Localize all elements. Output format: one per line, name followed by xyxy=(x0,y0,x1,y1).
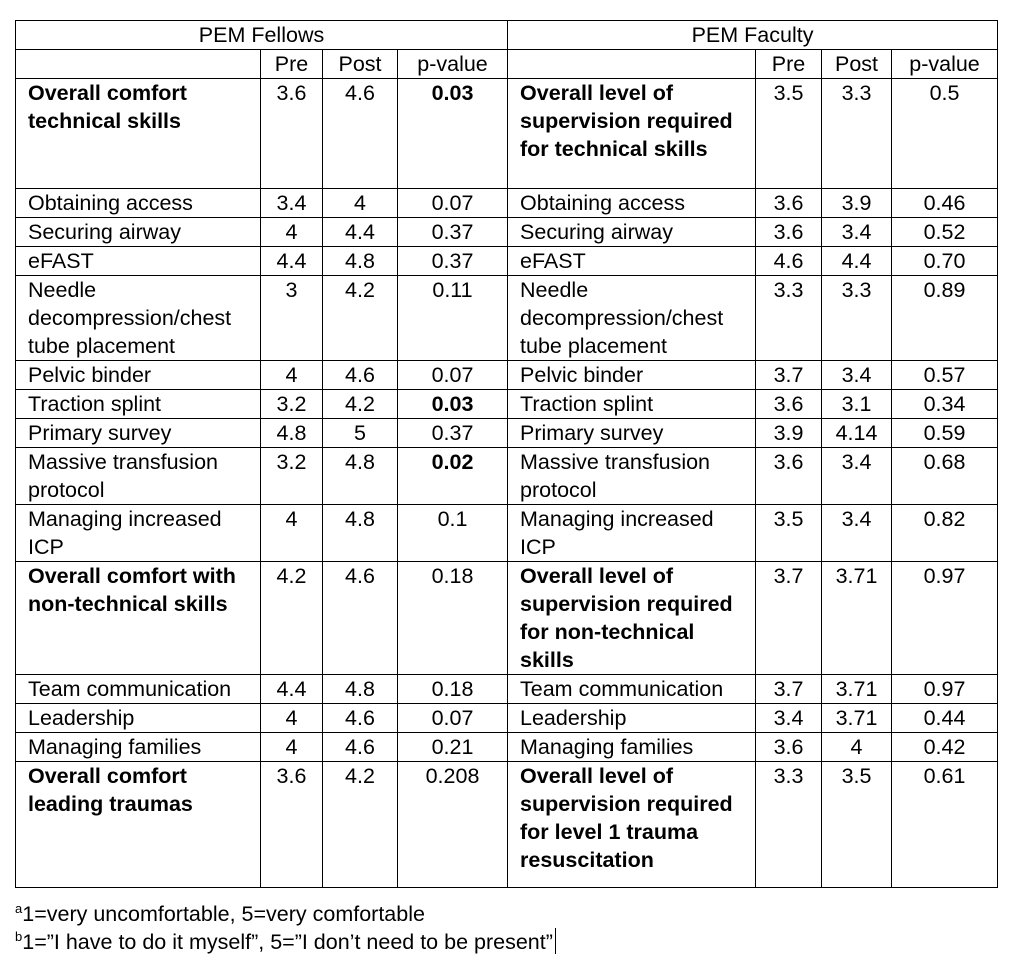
faculty-pre: 3.9 xyxy=(756,419,822,448)
faculty-pre: 3.5 xyxy=(756,79,822,189)
faculty-pre: 4.6 xyxy=(756,247,822,276)
table-row xyxy=(16,218,998,247)
faculty-post: 3.3 xyxy=(822,79,892,189)
table-row xyxy=(16,505,998,562)
fellows-pre: 4 xyxy=(261,218,323,247)
fellows-pre: 3.2 xyxy=(261,448,323,505)
table-row xyxy=(16,189,998,218)
fellows-pre: 3 xyxy=(261,276,323,361)
faculty-label: Massive transfusion protocol xyxy=(508,448,756,505)
fellows-pvalue: 0.07 xyxy=(398,361,508,390)
fellows-pre: 4.2 xyxy=(261,562,323,675)
faculty-post: 3.71 xyxy=(822,675,892,704)
results-table xyxy=(15,20,998,888)
fellows-pre: 3.4 xyxy=(261,189,323,218)
faculty-pre: 3.7 xyxy=(756,675,822,704)
faculty-pre: 3.6 xyxy=(756,733,822,762)
fellows-pre: 3.2 xyxy=(261,390,323,419)
header-fellows-pvalue: p-value xyxy=(398,50,508,79)
fellows-label: Overall comfort technical skills xyxy=(16,79,261,189)
fellows-pvalue: 0.18 xyxy=(398,562,508,675)
faculty-pvalue: 0.89 xyxy=(892,276,998,361)
fellows-post: 4.6 xyxy=(323,562,398,675)
faculty-post: 3.71 xyxy=(822,562,892,675)
faculty-post: 4 xyxy=(822,733,892,762)
fellows-post: 4.6 xyxy=(323,361,398,390)
fellows-pvalue: 0.37 xyxy=(398,419,508,448)
faculty-pvalue: 0.34 xyxy=(892,390,998,419)
faculty-pvalue: 0.68 xyxy=(892,448,998,505)
faculty-post: 3.71 xyxy=(822,704,892,733)
fellows-pvalue: 0.37 xyxy=(398,218,508,247)
fellows-label: Securing airway xyxy=(16,218,261,247)
faculty-pre: 3.6 xyxy=(756,390,822,419)
table-row xyxy=(16,675,998,704)
fellows-pre: 4 xyxy=(261,704,323,733)
faculty-label: Securing airway xyxy=(508,218,756,247)
faculty-pvalue: 0.82 xyxy=(892,505,998,562)
table-row xyxy=(16,762,998,888)
fellows-post: 4 xyxy=(323,189,398,218)
faculty-post: 4.4 xyxy=(822,247,892,276)
faculty-pvalue: 0.59 xyxy=(892,419,998,448)
fellows-label: Managing families xyxy=(16,733,261,762)
fellows-pvalue: 0.37 xyxy=(398,247,508,276)
faculty-pvalue: 0.61 xyxy=(892,762,998,888)
faculty-label: Team communication xyxy=(508,675,756,704)
faculty-label: Leadership xyxy=(508,704,756,733)
fellows-pvalue: 0.18 xyxy=(398,675,508,704)
text-cursor xyxy=(555,928,557,954)
fellows-pvalue: 0.208 xyxy=(398,762,508,888)
faculty-post: 3.5 xyxy=(822,762,892,888)
faculty-post: 4.14 xyxy=(822,419,892,448)
fellows-post: 4.2 xyxy=(323,276,398,361)
faculty-post: 3.4 xyxy=(822,361,892,390)
group-header-faculty: PEM Faculty xyxy=(508,21,998,50)
faculty-pre: 3.5 xyxy=(756,505,822,562)
table-row xyxy=(16,247,998,276)
table-row xyxy=(16,419,998,448)
footnote-a xyxy=(15,896,425,927)
fellows-post: 4.8 xyxy=(323,448,398,505)
fellows-post: 4.6 xyxy=(323,704,398,733)
footnote-b-text: 1=”I have to do it myself”, 5=”I don’t need to be present” xyxy=(22,930,553,954)
faculty-pre: 3.3 xyxy=(756,762,822,888)
faculty-pvalue: 0.46 xyxy=(892,189,998,218)
header-fellows-post: Post xyxy=(323,50,398,79)
header-faculty-pvalue: p-value xyxy=(892,50,998,79)
faculty-pre: 3.6 xyxy=(756,448,822,505)
header-blank-faculty xyxy=(508,50,756,79)
faculty-pvalue: 0.42 xyxy=(892,733,998,762)
faculty-pre: 3.7 xyxy=(756,361,822,390)
group-header-fellows: PEM Fellows xyxy=(16,21,508,50)
faculty-pvalue: 0.52 xyxy=(892,218,998,247)
header-fellows-pre: Pre xyxy=(261,50,323,79)
faculty-label: Needle decompression/chest tube placement xyxy=(508,276,756,361)
fellows-label: Obtaining access xyxy=(16,189,261,218)
table-row xyxy=(16,562,998,675)
fellows-pre: 4.4 xyxy=(261,675,323,704)
fellows-post: 4.6 xyxy=(323,733,398,762)
faculty-label: Managing families xyxy=(508,733,756,762)
faculty-label: Pelvic binder xyxy=(508,361,756,390)
fellows-post: 4.8 xyxy=(323,247,398,276)
fellows-post: 5 xyxy=(323,419,398,448)
faculty-pvalue: 0.97 xyxy=(892,675,998,704)
fellows-pvalue: 0.02 xyxy=(398,448,508,505)
fellows-pre: 4.4 xyxy=(261,247,323,276)
faculty-pvalue: 0.97 xyxy=(892,562,998,675)
table-row xyxy=(16,704,998,733)
faculty-label: Overall level of supervision required for technical skills xyxy=(508,79,756,189)
faculty-label: Traction splint xyxy=(508,390,756,419)
fellows-label: eFAST xyxy=(16,247,261,276)
faculty-label: Obtaining access xyxy=(508,189,756,218)
fellows-pre: 3.6 xyxy=(261,762,323,888)
footnote-b-mark: b xyxy=(15,929,23,944)
header-faculty-post: Post xyxy=(822,50,892,79)
table-row xyxy=(16,276,998,361)
fellows-label: Team communication xyxy=(16,675,261,704)
faculty-label: Primary survey xyxy=(508,419,756,448)
table-row xyxy=(16,390,998,419)
fellows-pvalue: 0.07 xyxy=(398,189,508,218)
faculty-pvalue: 0.57 xyxy=(892,361,998,390)
table-row xyxy=(16,448,998,505)
fellows-post: 4.6 xyxy=(323,79,398,189)
fellows-label: Leadership xyxy=(16,704,261,733)
fellows-pvalue: 0.11 xyxy=(398,276,508,361)
footnote-b xyxy=(15,924,556,955)
faculty-post: 3.4 xyxy=(822,218,892,247)
fellows-pvalue: 0.07 xyxy=(398,704,508,733)
fellows-pre: 4 xyxy=(261,505,323,562)
faculty-pvalue: 0.5 xyxy=(892,79,998,189)
faculty-label: Overall level of supervision required for non-technical skills xyxy=(508,562,756,675)
footnote-a-mark: a xyxy=(15,901,23,916)
fellows-pvalue: 0.03 xyxy=(398,79,508,189)
fellows-pre: 4.8 xyxy=(261,419,323,448)
header-faculty-pre: Pre xyxy=(756,50,822,79)
faculty-post: 3.4 xyxy=(822,505,892,562)
fellows-pvalue: 0.1 xyxy=(398,505,508,562)
faculty-post: 3.9 xyxy=(822,189,892,218)
faculty-label: eFAST xyxy=(508,247,756,276)
faculty-pre: 3.6 xyxy=(756,218,822,247)
faculty-label: Managing increased ICP xyxy=(508,505,756,562)
fellows-label: Overall comfort leading traumas xyxy=(16,762,261,888)
table-row xyxy=(16,733,998,762)
fellows-pre: 4 xyxy=(261,361,323,390)
fellows-label: Traction splint xyxy=(16,390,261,419)
fellows-label: Managing increased ICP xyxy=(16,505,261,562)
faculty-pre: 3.4 xyxy=(756,704,822,733)
fellows-pvalue: 0.21 xyxy=(398,733,508,762)
faculty-pre: 3.6 xyxy=(756,189,822,218)
column-header-row xyxy=(16,50,998,79)
faculty-label: Overall level of supervision required for level 1 trauma resuscitation xyxy=(508,762,756,888)
faculty-pvalue: 0.70 xyxy=(892,247,998,276)
fellows-pvalue: 0.03 xyxy=(398,390,508,419)
fellows-post: 4.2 xyxy=(323,390,398,419)
faculty-pre: 3.7 xyxy=(756,562,822,675)
table-row xyxy=(16,361,998,390)
fellows-label: Pelvic binder xyxy=(16,361,261,390)
faculty-post: 3.1 xyxy=(822,390,892,419)
faculty-pvalue: 0.44 xyxy=(892,704,998,733)
table-body xyxy=(16,79,998,888)
fellows-post: 4.4 xyxy=(323,218,398,247)
fellows-label: Massive transfusion protocol xyxy=(16,448,261,505)
fellows-pre: 3.6 xyxy=(261,79,323,189)
fellows-post: 4.8 xyxy=(323,675,398,704)
table-row xyxy=(16,79,998,189)
faculty-post: 3.4 xyxy=(822,448,892,505)
fellows-post: 4.2 xyxy=(323,762,398,888)
header-blank-fellows xyxy=(16,50,261,79)
fellows-label: Primary survey xyxy=(16,419,261,448)
group-header-row xyxy=(16,21,998,50)
faculty-pre: 3.3 xyxy=(756,276,822,361)
fellows-post: 4.8 xyxy=(323,505,398,562)
faculty-post: 3.3 xyxy=(822,276,892,361)
fellows-label: Overall comfort with non-technical skills xyxy=(16,562,261,675)
footnote-a-text: 1=very uncomfortable, 5=very comfortable xyxy=(22,902,425,926)
fellows-label: Needle decompression/chest tube placement xyxy=(16,276,261,361)
fellows-pre: 4 xyxy=(261,733,323,762)
